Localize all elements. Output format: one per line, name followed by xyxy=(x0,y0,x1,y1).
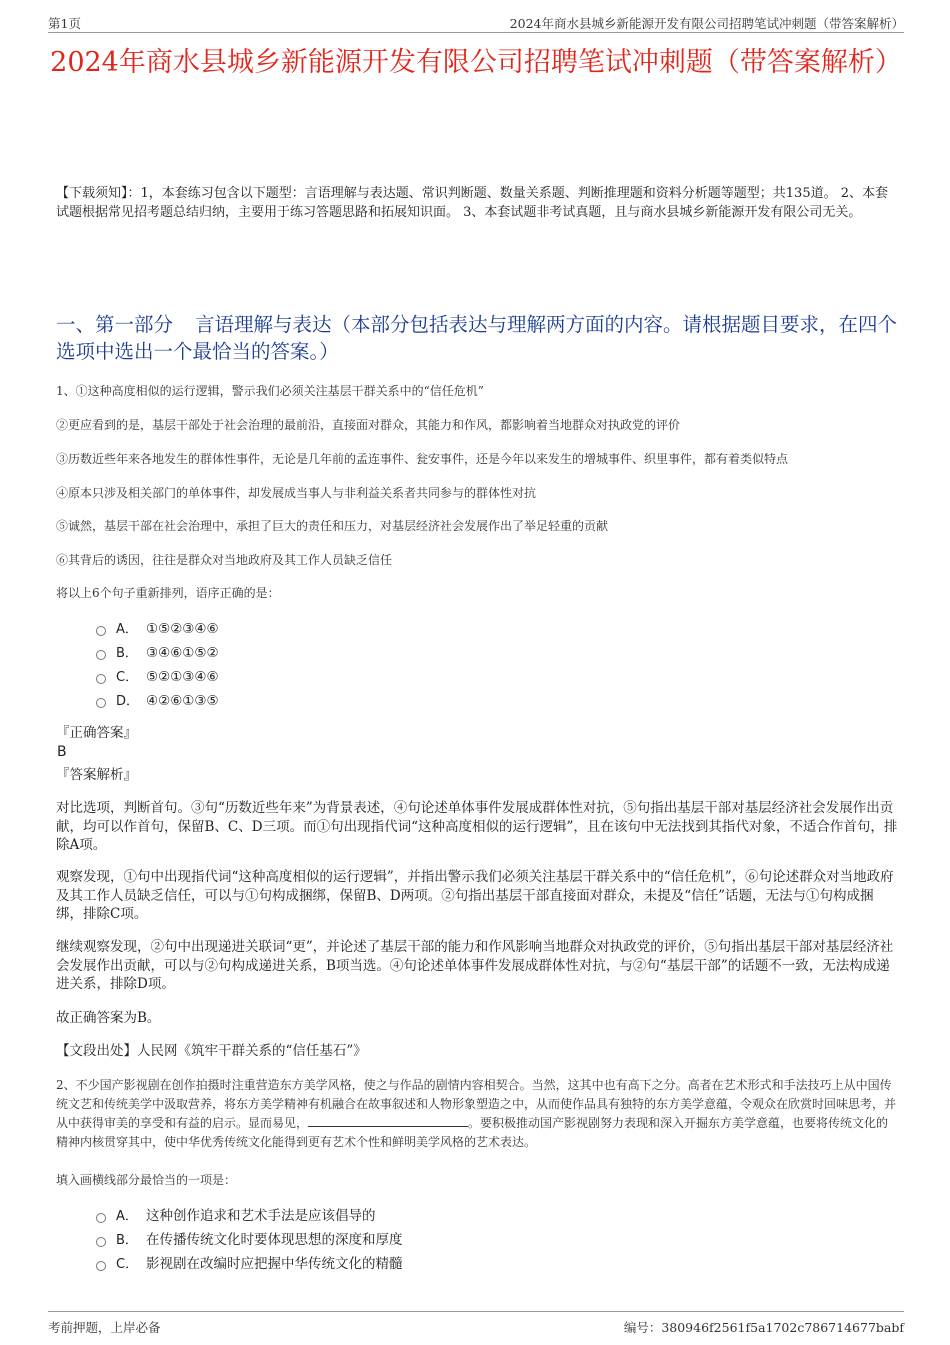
analysis-paragraph: 观察发现，①句中出现指代词“这种高度相似的运行逻辑”，并指出警示我们必须关注基层干群关系中的“信任危机”，⑥句论述群众对当地政府及其工作人员缺乏信任，可以与①句构成捆绑，保留B、D两项。②句指出基层干部直接面对群众，未提及“信任”话题，无法与①句构成捆绑，排除C项。 xyxy=(56,869,894,922)
q2-options xyxy=(96,1204,696,1276)
q1-option-b[interactable]: B． ③④⑥①⑤② xyxy=(96,641,696,665)
q1-option-d[interactable]: D． ④②⑥①③⑤ xyxy=(96,689,696,713)
q2-option-b[interactable]: B． 在传播传统文化时要体现思想的深度和厚度 xyxy=(96,1228,696,1252)
q1-sentence-6: ⑥其背后的诱因，往往是群众对当地政府及其工作人员缺乏信任 xyxy=(56,553,393,567)
section-heading xyxy=(56,311,898,365)
document-title: 2024年商水县城乡新能源开发有限公司招聘笔试冲刺题（带答案解析） xyxy=(50,47,902,78)
radio-icon[interactable] xyxy=(96,626,106,636)
answer-blank xyxy=(308,1114,468,1127)
analysis-conclusion: 故正确答案为B。 xyxy=(56,1010,161,1026)
section-text: 言语理解与表达（本部分包括表达与理解两方面的内容。请根据题目要求，在四个选项中选出一个最恰当的答案。） xyxy=(56,313,898,363)
q1-sentence-1: 1、①这种高度相似的运行逻辑，警示我们必须关注基层干群关系中的“信任危机” xyxy=(56,384,484,398)
analysis-label: 『答案解析』 xyxy=(56,767,137,783)
radio-icon[interactable] xyxy=(96,650,106,660)
radio-icon[interactable] xyxy=(96,674,106,684)
radio-icon[interactable] xyxy=(96,1237,106,1247)
q1-option-c[interactable]: C． ⑤②①③④⑥ xyxy=(96,665,696,689)
download-notice: 【下载须知】：1，本套练习包含以下题型：言语理解与表达题、常识判断题、数量关系题、判断推理题和资料分析题等题型；共135道。 2、本套试题根据常见招考题总结归纳，主要用于练习答题思路和拓展知识面。 3、本套试题非考试真题，且与商水县城乡新能源开发有限公司无关。 xyxy=(56,186,888,220)
radio-icon[interactable] xyxy=(96,698,106,708)
q1-option-a[interactable]: A． ①⑤②③④⑥ xyxy=(96,617,696,641)
footer-slogan: 考前押题，上岸必备 xyxy=(48,1320,161,1335)
document-id: 编号：380946f2561f5a1702c786714677babf xyxy=(623,1320,904,1335)
analysis-paragraph: 对比选项，判断首句。③句“历数近些年来”为背景表述，④句论述单体事件发展成群体性对抗，⑤句指出基层干部对基层经济社会发展作出贡献，均可以作首句，保留B、C、D三项。而①句出现指代词“这种高度相似的运行逻辑”，且在该句中无法找到其指代对象，不适合作首句，排除A项。 xyxy=(56,800,898,853)
q1-sentence-3: ③历数近些年来各地发生的群体性事件，无论是几年前的孟连事件、瓮安事件，还是今年以来发生的增城事件、织里事件，都有着类似特点 xyxy=(56,452,789,466)
page-number: 第1页 xyxy=(48,16,81,31)
q1-sentence-5: ⑤诚然，基层干部在社会治理中，承担了巨大的责任和压力，对基层经济社会发展作出了举足轻重的贡献 xyxy=(56,519,609,533)
section-label: 一、第一部分 xyxy=(56,313,174,336)
analysis-paragraph: 继续观察发现，②句中出现递进关联词“更”，并论述了基层干部的能力和作风影响当地群众对执政党的评价，⑤句指出基层干部对基层经济社会发展作出贡献，可以与②句构成递进关系，B项当选。④句论述单体事件发展成群体性对抗，与②句“基层干部”的话题不一致，无法构成递进关系，排除D项。 xyxy=(56,939,894,992)
source-citation: 【文段出处】人民网《筑牢干群关系的“信任基石”》 xyxy=(56,1043,367,1059)
radio-icon[interactable] xyxy=(96,1261,106,1271)
header-doc-title: 2024年商水县城乡新能源开发有限公司招聘笔试冲刺题（带答案解析） xyxy=(509,16,904,31)
q2-option-c[interactable]: C． 影视剧在改编时应把握中华传统文化的精髓 xyxy=(96,1252,696,1276)
q1-sentence-4: ④原本只涉及相关部门的单体事件，却发展成当事人与非利益关系者共同参与的群体性对抗 xyxy=(56,486,537,500)
q2-stem: 2、不少国产影视剧在创作拍摄时注重营造东方美学风格，使之与作品的剧情内容相契合。当然，这其中也有高下之分。高者在艺术形式和手法技巧上从中国传统文艺和传统美学中汲取营养，将东方美学精神有机融合在故事叙述和人物形象塑造之中，从而使作品具有独特的东方美学意蕴，令观众在欣赏时回味思考，并从中获得审美的享受和有益的启示。显而易见， 。要积极推动国产影视剧努力表现和深入开掘东方美学意蕴，也要将传统文化的精神内核贯穿其中，使中华优秀传统文化能得到更有艺术个性和鲜明美学风格的艺术表达。 xyxy=(56,1078,897,1149)
q2-option-a[interactable]: A． 这种创作追求和艺术手法是应该倡导的 xyxy=(96,1204,696,1228)
radio-icon[interactable] xyxy=(96,1213,106,1223)
page-header xyxy=(48,10,904,33)
q2-prompt: 填入画横线部分最恰当的一项是： xyxy=(56,1173,237,1187)
correct-answer: B xyxy=(57,744,67,760)
page-footer xyxy=(48,1311,904,1336)
q1-options xyxy=(96,617,696,713)
q1-prompt: 将以上6个句子重新排列，语序正确的是： xyxy=(56,586,280,600)
q1-sentence-2: ②更应看到的是，基层干部处于社会治理的最前沿，直接面对群众，其能力和作风，都影响着当地群众对执政党的评价 xyxy=(56,418,681,432)
answer-label: 『正确答案』 xyxy=(56,725,137,741)
